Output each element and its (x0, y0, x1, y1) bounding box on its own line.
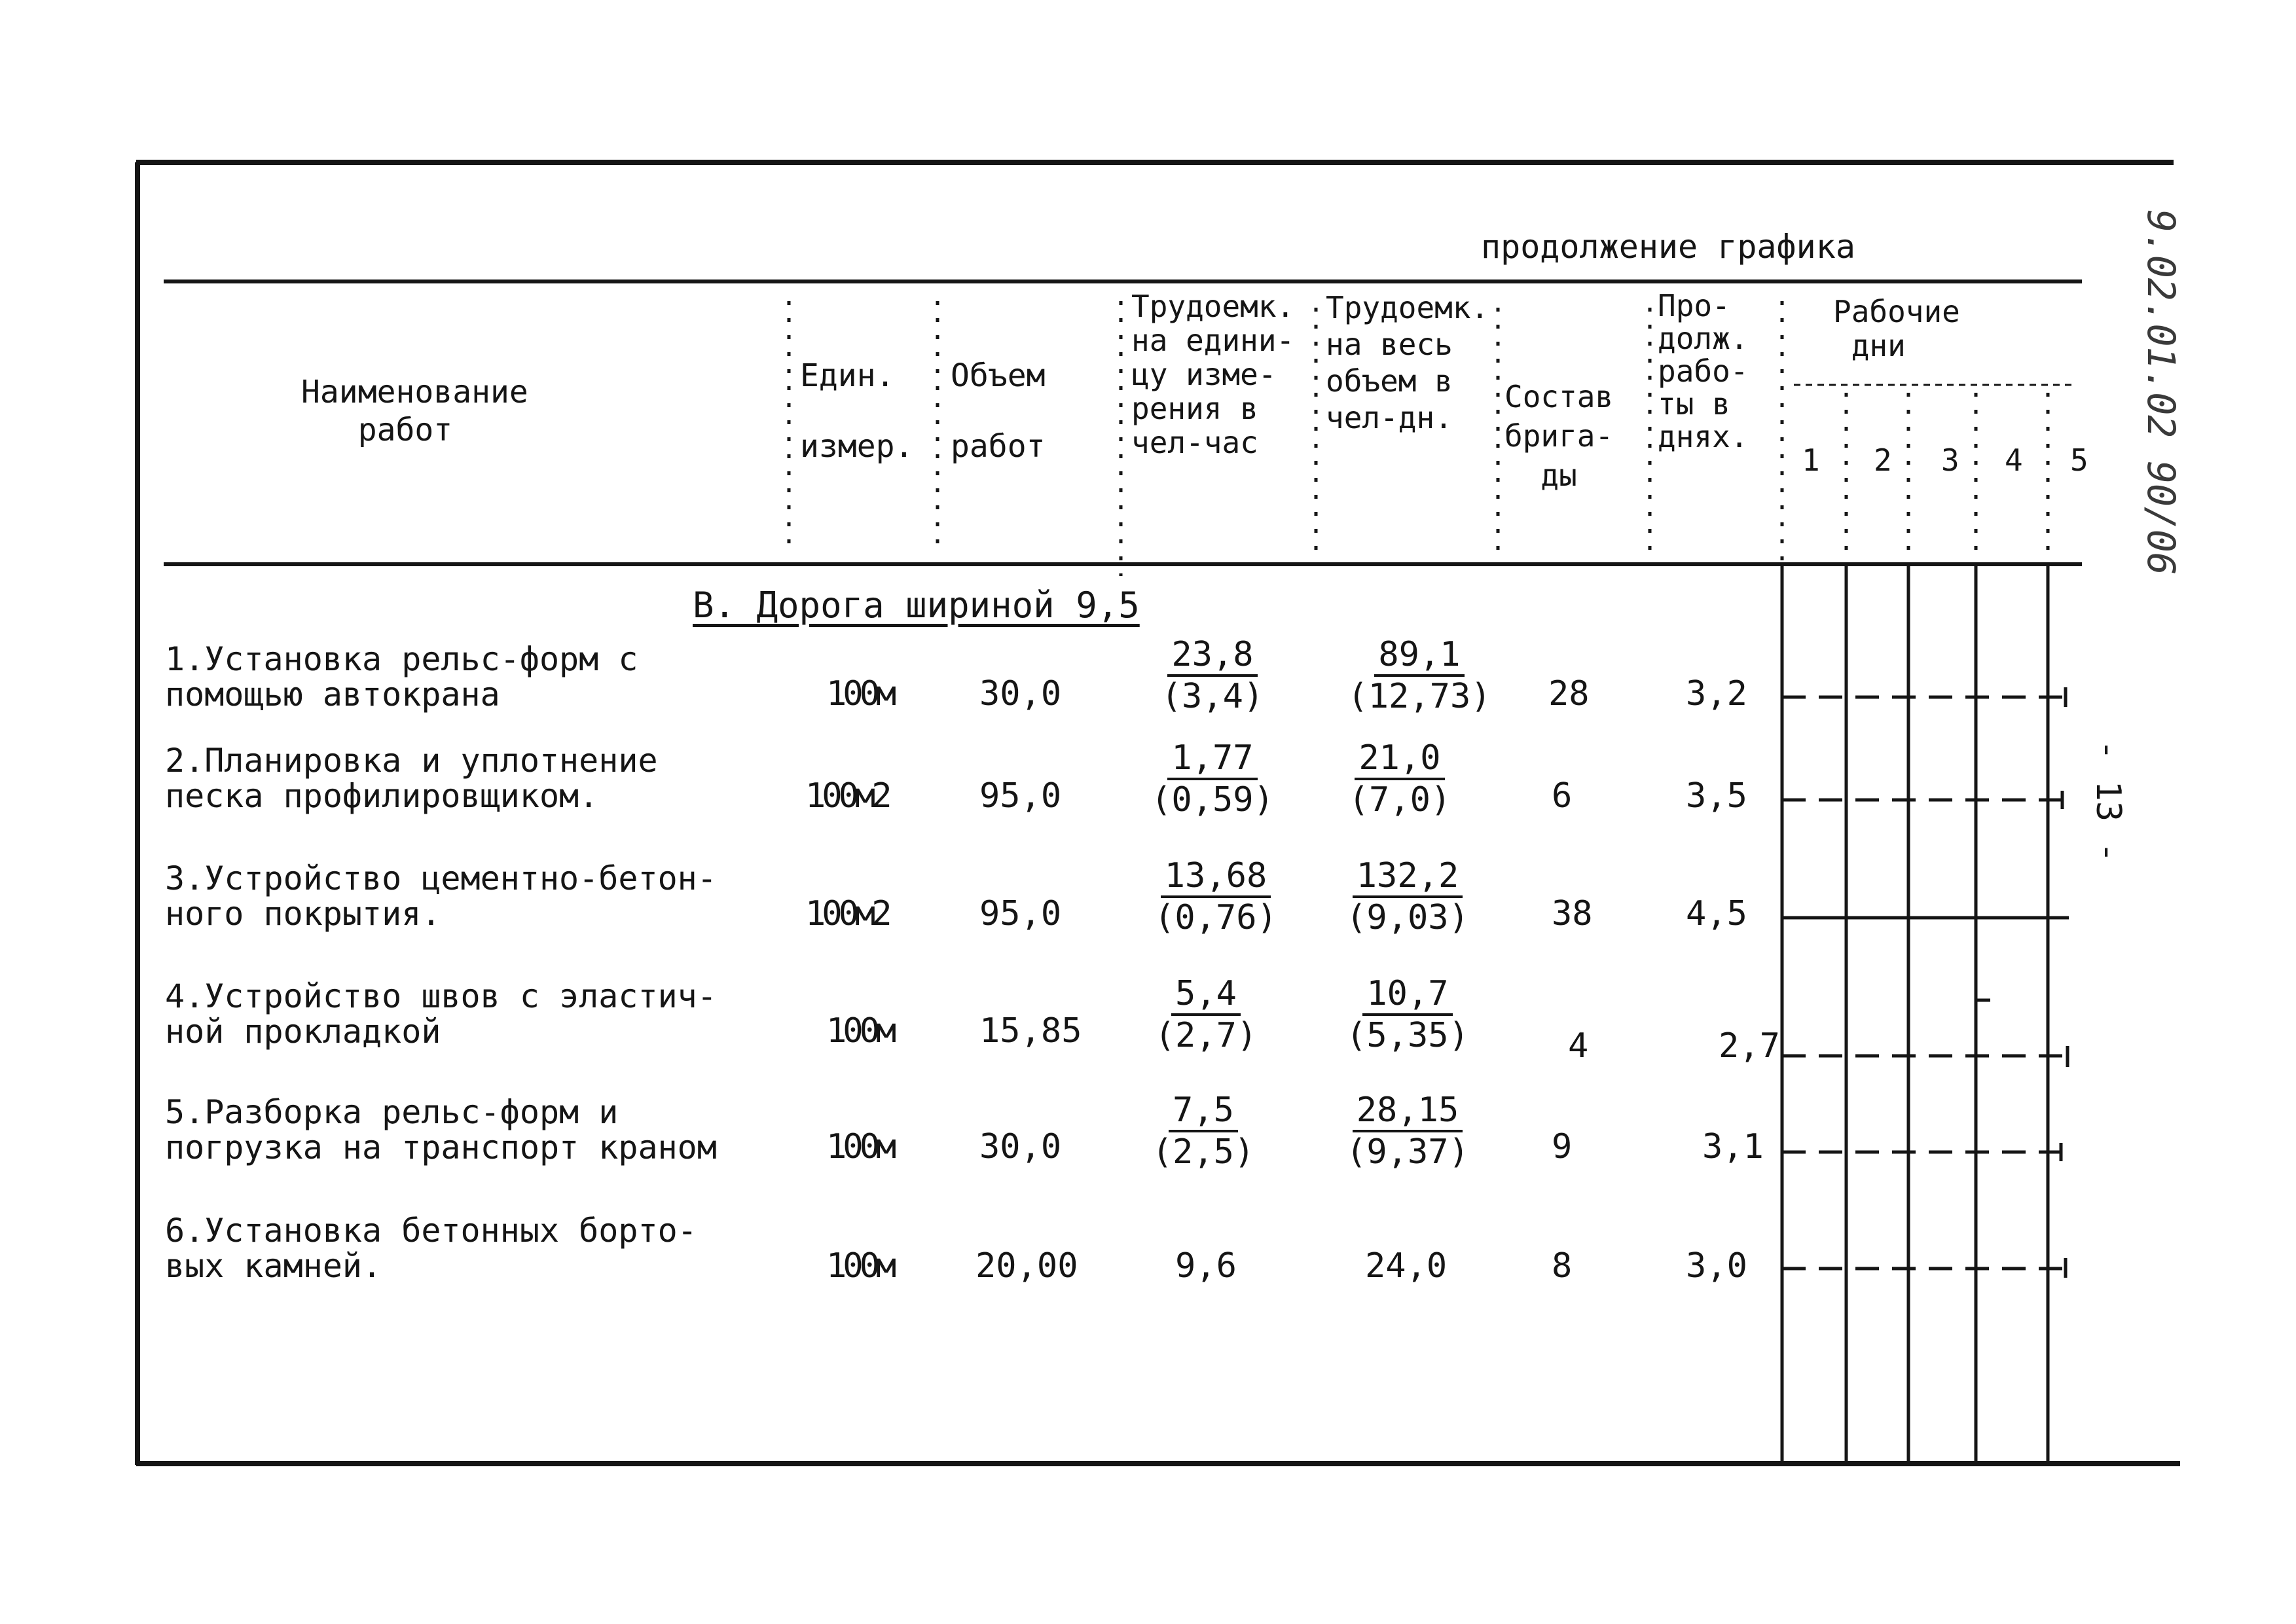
row-2-labor-total-bottom: (7,0) (1348, 780, 1451, 820)
row-2-labor-unit (1140, 738, 1285, 820)
row-3-name: 3.Устройство цементно-бетон- ного покрытия. (165, 859, 717, 933)
row-6-labor-total: 24,0 (1365, 1246, 1448, 1286)
row-5-labor-total-top: 28,15 (1353, 1091, 1463, 1132)
row-1-volume: 30,0 (979, 674, 1062, 713)
row-4-volume: 15,85 (979, 1011, 1082, 1051)
day-5: 5 (2070, 442, 2088, 478)
header-unit: Един. измер. (800, 357, 914, 465)
row-2-volume: 95,0 (979, 776, 1062, 816)
row-1-labor-unit-bottom: (3,4) (1161, 677, 1264, 716)
row-5-labor-total-bottom: (9,37) (1346, 1132, 1469, 1172)
row-2-labor-unit-bottom: (0,59) (1151, 780, 1274, 820)
row-5-labor-unit (1131, 1091, 1275, 1172)
header-labor-unit: Трудоемк. на едини- цу изме- рения в чел-час (1131, 289, 1295, 460)
row-1-name: 1.Установка рельс-форм с помощью автокрана (165, 640, 638, 713)
row-6-duration: 3,0 (1686, 1246, 1747, 1286)
header-volume: Объем работ (951, 357, 1046, 465)
caption: продолжение графика (1481, 228, 1855, 266)
row-4-unit: 100м (826, 1011, 893, 1051)
header-labor-total: Трудоемк. на весь объем в чел-дн. (1326, 290, 1489, 435)
row-4-crew: 4 (1568, 1026, 1589, 1066)
row-6-crew: 8 (1552, 1246, 1573, 1286)
row-3-volume: 95,0 (979, 894, 1062, 933)
row-1-labor-unit (1140, 635, 1285, 716)
row-4-labor-total (1326, 974, 1489, 1055)
row-4-labor-total-bottom: (5,35) (1346, 1016, 1469, 1055)
row-3-crew: 38 (1552, 894, 1593, 933)
row-6-unit: 100м (826, 1246, 893, 1286)
day-2: 2 (1874, 442, 1892, 478)
row-3-unit: 100м2 (805, 894, 888, 933)
row-4-labor-unit (1140, 974, 1271, 1055)
header-day-numbers (1782, 442, 2088, 482)
row-1-labor-total-bottom: (12,73) (1347, 677, 1491, 716)
row-6-name: 6.Установка бетонных борто- вых камней. (165, 1212, 697, 1285)
row-2-name: 2.Планировка и уплотнение песка профилировщиком. (165, 742, 658, 815)
row-5-labor-unit-top: 7,5 (1169, 1091, 1238, 1132)
row-1-labor-unit-top: 23,8 (1167, 635, 1257, 677)
row-1-labor-total-top: 89,1 (1374, 635, 1464, 677)
row-5-duration: 3,1 (1702, 1127, 1764, 1166)
day-1: 1 (1802, 442, 1820, 478)
row-4-labor-unit-top: 5,4 (1171, 974, 1241, 1016)
header-duration: Про- долж. рабо- ты в днях. (1658, 288, 1749, 454)
row-3-labor-total-bottom: (9,03) (1346, 898, 1469, 937)
row-3-labor-unit-bottom: (0,76) (1154, 898, 1277, 937)
day-3: 3 (1941, 442, 1959, 478)
row-2-crew: 6 (1552, 776, 1573, 816)
row-2-duration: 3,5 (1686, 776, 1747, 816)
row-1-unit: 100м (826, 674, 893, 713)
row-4-duration: 2,7 (1719, 1026, 1780, 1066)
row-2-labor-total-top: 21,0 (1355, 738, 1444, 780)
schedule-bars (1782, 687, 2069, 1278)
row-2-labor-unit-top: 1,77 (1167, 738, 1257, 780)
row-5-labor-total (1326, 1091, 1489, 1172)
row-5-unit: 100м (826, 1127, 893, 1166)
row-4-name: 4.Устройство швов с эластич- ной прокладкой (165, 977, 717, 1051)
row-1-labor-total (1334, 635, 1504, 716)
document-stamp: 9.02.01.02 90/06 (2139, 209, 2183, 575)
row-2-labor-total (1321, 738, 1478, 820)
row-6-labor-unit: 9,6 (1175, 1246, 1237, 1286)
row-5-crew: 9 (1552, 1127, 1573, 1166)
day-4: 4 (2005, 442, 2023, 478)
header-crew: Состав брига- ды (1504, 379, 1614, 493)
row-3-duration: 4,5 (1686, 894, 1747, 933)
section-title: В. Дорога шириной 9,5 (693, 585, 1140, 626)
row-5-name: 5.Разборка рельс-форм и погрузка на транспорт краном (165, 1093, 717, 1166)
row-3-labor-unit (1140, 856, 1291, 937)
row-5-labor-unit-bottom: (2,5) (1152, 1132, 1255, 1172)
row-5-volume: 30,0 (979, 1127, 1062, 1166)
row-1-duration: 3,2 (1686, 674, 1747, 713)
row-6-volume: 20,00 (975, 1246, 1078, 1286)
row-1-crew: 28 (1548, 674, 1590, 713)
header-workdays: Рабочие дни (1833, 294, 1960, 363)
row-3-labor-unit-top: 13,68 (1161, 856, 1271, 898)
row-2-unit: 100м2 (805, 776, 888, 816)
row-3-labor-total (1326, 856, 1489, 937)
header-name: Наименование работ (301, 374, 528, 448)
row-4-labor-unit-bottom: (2,7) (1154, 1016, 1258, 1055)
row-3-labor-total-top: 132,2 (1353, 856, 1463, 898)
row-4-labor-total-top: 10,7 (1362, 974, 1452, 1016)
page-number: - 13 - (2088, 740, 2128, 863)
